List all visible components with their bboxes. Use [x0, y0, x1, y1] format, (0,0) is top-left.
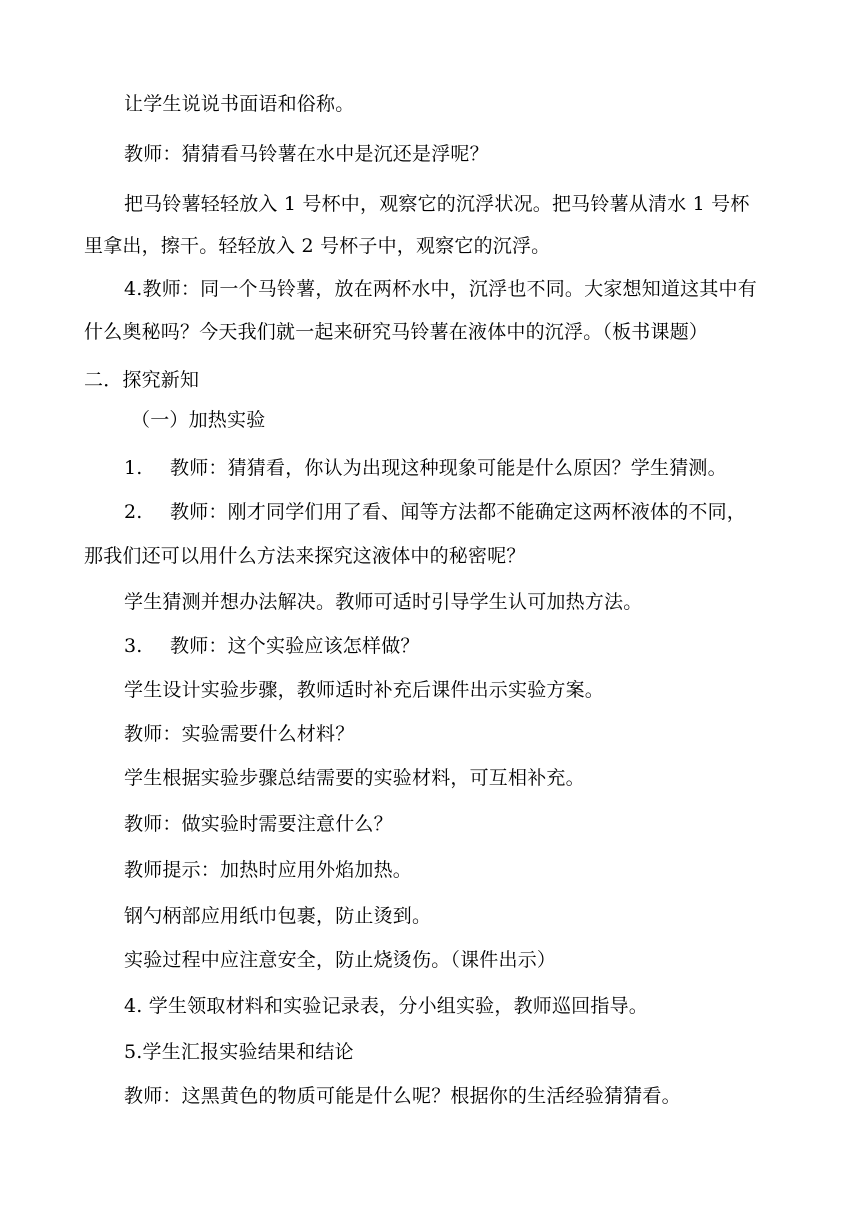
- paragraph-line: 学生根据实验步骤总结需要的实验材料，可互相补充。: [124, 767, 585, 789]
- list-item-text: 教师：猜猜看，你认为出现这种现象可能是什么原因？学生猜测。: [170, 457, 727, 479]
- list-number: 1.: [124, 457, 143, 479]
- paragraph-line: 教师：实验需要什么材料？: [124, 723, 355, 745]
- numbered-item: [124, 456, 727, 480]
- list-item-text: 教师：刚才同学们用了看、闻等方法都不能确定这两杯液体的不同，: [170, 501, 747, 523]
- paragraph-line: 学生设计实验步骤，教师适时补充后课件出示实验方案。: [124, 679, 605, 701]
- paragraph-line: 教师：这黑黄色的物质可能是什么呢？根据你的生活经验猜猜看。: [124, 1085, 681, 1107]
- list-number: 3.: [124, 635, 143, 657]
- numbered-item: [124, 500, 746, 524]
- paragraph-line: 那我们还可以用什么方法来探究这液体中的秘密呢？: [84, 545, 526, 567]
- list-item-text: 教师：这个实验应该怎样做？: [170, 635, 420, 657]
- paragraph-line: 里拿出，擦干。轻轻放入 2 号杯子中，观察它的沉浮。: [84, 235, 551, 257]
- paragraph-line: 4.教师：同一个马铃薯，放在两杯水中，沉浮也不同。大家想知道这其中有: [124, 278, 757, 300]
- paragraph-line: 把马铃薯轻轻放入 1 号杯中，观察它的沉浮状况。把马铃薯从清水 1 号杯: [124, 193, 750, 215]
- paragraph-line: 什么奥秘吗？今天我们就一起来研究马铃薯在液体中的沉浮。（板书课题）: [84, 321, 709, 343]
- paragraph-line: 让学生说说书面语和俗称。: [124, 93, 355, 115]
- paragraph-line: 教师：猜猜看马铃薯在水中是沉还是浮呢？: [124, 143, 489, 165]
- paragraph-line: 钢勺柄部应用纸巾包裹，防止烫到。: [124, 905, 432, 927]
- paragraph-line: 实验过程中应注意安全，防止烧烫伤。（课件出示）: [124, 949, 557, 971]
- paragraph-line: 学生猜测并想办法解决。教师可适时引导学生认可加热方法。: [124, 591, 643, 613]
- subsection-heading: （一）加热实验: [131, 409, 266, 431]
- section-heading: 二．探究新知: [84, 369, 200, 391]
- paragraph-line: 5.学生汇报实验结果和结论: [124, 1041, 354, 1063]
- numbered-item: [124, 634, 420, 658]
- paragraph-line: 教师提示：加热时应用外焰加热。: [124, 859, 413, 881]
- paragraph-line: 4. 学生领取材料和实验记录表，分小组实验，教师巡回指导。: [124, 995, 648, 1017]
- list-number: 2.: [124, 501, 143, 523]
- paragraph-line: 教师：做实验时需要注意什么？: [124, 813, 393, 835]
